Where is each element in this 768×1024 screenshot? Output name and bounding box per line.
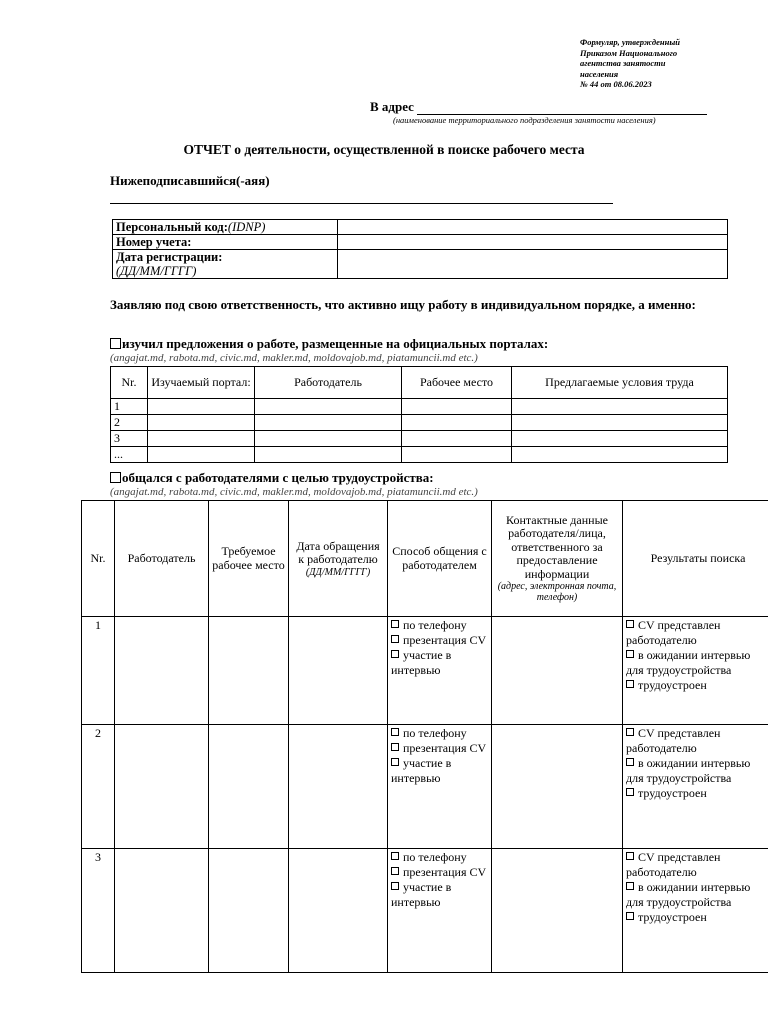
table-row — [111, 399, 728, 415]
cell[interactable] — [148, 447, 255, 463]
address-field[interactable] — [417, 102, 707, 115]
table-row — [82, 617, 768, 725]
option-phone[interactable]: по телефону — [391, 618, 488, 633]
cell[interactable] — [209, 849, 289, 973]
col-contacts: Контактные данные работодателя/лица, ответственного за предоставление информации (адрес, электронная почта, телефон) — [492, 501, 623, 617]
method-options — [388, 725, 492, 849]
registration-date-label: Дата регистрации: (ДД/ММ/ГГГГ) — [113, 250, 338, 279]
row-number: 2 — [82, 725, 115, 849]
section1-portals: (angajat.md, rabota.md, civic.md, makler.md, moldovajob.md, piatamuncii.md etc.) — [110, 352, 478, 364]
option-awaiting-interview[interactable]: в ожидании интервью для трудоустройства — [626, 880, 751, 909]
table-row — [82, 849, 768, 973]
checkbox[interactable] — [626, 912, 634, 920]
col-employer: Работодатель — [255, 367, 402, 399]
option-awaiting-interview[interactable]: в ожидании интервью для трудоустройства — [626, 648, 751, 677]
checkbox[interactable] — [391, 728, 399, 736]
signer-label: Нижеподписавшийся(-аяя) — [110, 173, 270, 188]
col-date: Дата обращения к работодателю (ДД/ММ/ГГГГ) — [289, 501, 388, 617]
address-label: В адрес — [370, 99, 414, 114]
cell[interactable] — [289, 725, 388, 849]
option-phone[interactable]: по телефону — [391, 850, 488, 865]
cell[interactable] — [209, 725, 289, 849]
result-options — [623, 725, 768, 849]
approval-line: агентства занятости — [580, 58, 666, 68]
row-number: 1 — [111, 399, 148, 415]
option-interview[interactable]: участие в интервью — [391, 756, 452, 785]
row-number: 1 — [82, 617, 115, 725]
option-cv[interactable]: презентация CV — [391, 633, 488, 648]
table-row — [82, 725, 768, 849]
address-note: (наименование территориального подразделения занятости населения) — [393, 115, 656, 125]
cell[interactable] — [148, 399, 255, 415]
option-cv-submitted[interactable]: CV представлен работодателю — [626, 850, 721, 879]
cell[interactable] — [512, 415, 728, 431]
row-number: ... — [111, 447, 148, 463]
checkbox[interactable] — [626, 882, 634, 890]
cell[interactable] — [492, 849, 623, 973]
cell[interactable] — [115, 849, 209, 973]
result-options — [623, 617, 768, 725]
registration-date-field[interactable] — [338, 250, 728, 279]
personal-code-label: Персональный код:(IDNP) — [113, 220, 338, 235]
cell[interactable] — [289, 617, 388, 725]
cell[interactable] — [148, 431, 255, 447]
personal-info-table — [112, 219, 728, 279]
cell[interactable] — [402, 399, 512, 415]
option-interview[interactable]: участие в интервью — [391, 648, 452, 677]
cell[interactable] — [255, 415, 402, 431]
checkbox[interactable] — [391, 620, 399, 628]
option-cv[interactable]: презентация CV — [391, 865, 488, 880]
col-portal: Изучаемый портал: — [148, 367, 255, 399]
option-cv-submitted[interactable]: CV представлен работодателю — [626, 726, 721, 755]
cell[interactable] — [512, 431, 728, 447]
cell[interactable] — [402, 431, 512, 447]
table-row — [111, 447, 728, 463]
col-position: Рабочее место — [402, 367, 512, 399]
section2-checkbox[interactable] — [110, 472, 121, 483]
row-number: 3 — [111, 431, 148, 447]
approval-line: населения — [580, 68, 619, 79]
cell[interactable] — [402, 415, 512, 431]
employers-table — [81, 500, 768, 973]
checkbox[interactable] — [626, 620, 634, 628]
checkbox[interactable] — [626, 788, 634, 796]
checkbox[interactable] — [626, 728, 634, 736]
col-method: Способ общения с работодателем — [388, 501, 492, 617]
cell[interactable] — [512, 399, 728, 415]
option-interview[interactable]: участие в интервью — [391, 880, 452, 909]
option-employed[interactable]: трудоустроен — [626, 678, 768, 693]
cell[interactable] — [148, 415, 255, 431]
address-block — [370, 99, 707, 115]
checkbox[interactable] — [391, 758, 399, 766]
cell[interactable] — [492, 725, 623, 849]
method-options — [388, 849, 492, 973]
table-row — [111, 431, 728, 447]
approval-note — [580, 37, 730, 90]
checkbox[interactable] — [626, 758, 634, 766]
section1-heading: изучил предложения о работе, размещенные на официальных порталах: — [110, 336, 548, 352]
signer-name-field[interactable] — [110, 203, 613, 204]
cell[interactable] — [512, 447, 728, 463]
cell[interactable] — [209, 617, 289, 725]
account-number-field[interactable] — [338, 235, 728, 250]
row-number: 3 — [82, 849, 115, 973]
cell[interactable] — [255, 399, 402, 415]
account-number-label: Номер учета: — [113, 235, 338, 250]
section2-heading: общался с работодателями с целью трудоустройства: — [110, 470, 434, 486]
checkbox[interactable] — [391, 743, 399, 751]
option-phone[interactable]: по телефону — [391, 726, 488, 741]
report-title: ОТЧЕТ о деятельности, осуществленной в поиске рабочего места — [183, 142, 585, 157]
checkbox[interactable] — [391, 882, 399, 890]
checkbox[interactable] — [391, 635, 399, 643]
approval-line: Формуляр, утвержденный — [580, 37, 680, 47]
cell[interactable] — [492, 617, 623, 725]
col-nr: Nr. — [111, 367, 148, 399]
checkbox[interactable] — [391, 650, 399, 658]
option-awaiting-interview[interactable]: в ожидании интервью для трудоустройства — [626, 756, 751, 785]
approval-line: № 44 от 08.06.2023 — [580, 79, 652, 89]
method-options — [388, 617, 492, 725]
option-cv[interactable]: презентация CV — [391, 741, 488, 756]
declaration-text: Заявляю под свою ответственность, что активно ищу работу в индивидуальном порядке, а именно: — [110, 297, 696, 312]
portals-table — [110, 366, 728, 463]
section2-portals: (angajat.md, rabota.md, civic.md, makler.md, moldovajob.md, piatamuncii.md etc.) — [110, 486, 478, 498]
cell[interactable] — [115, 617, 209, 725]
personal-code-field[interactable] — [338, 220, 728, 235]
result-options — [623, 849, 768, 973]
checkbox[interactable] — [626, 852, 634, 860]
col-nr: Nr. — [82, 501, 115, 617]
table-row — [111, 415, 728, 431]
option-employed[interactable]: трудоустроен — [626, 786, 768, 801]
cell[interactable] — [289, 849, 388, 973]
col-conditions: Предлагаемые условия труда — [512, 367, 728, 399]
section1-checkbox[interactable] — [110, 338, 121, 349]
col-employer: Работодатель — [115, 501, 209, 617]
col-results: Результаты поиска — [623, 501, 768, 617]
checkbox[interactable] — [626, 680, 634, 688]
cell[interactable] — [255, 431, 402, 447]
checkbox[interactable] — [391, 867, 399, 875]
cell[interactable] — [255, 447, 402, 463]
col-position: Требуемое рабочее место — [209, 501, 289, 617]
cell[interactable] — [402, 447, 512, 463]
checkbox[interactable] — [626, 650, 634, 658]
cell[interactable] — [115, 725, 209, 849]
approval-line: Приказом Национального — [580, 47, 678, 58]
option-employed[interactable]: трудоустроен — [626, 910, 768, 925]
checkbox[interactable] — [391, 852, 399, 860]
row-number: 2 — [111, 415, 148, 431]
option-cv-submitted[interactable]: CV представлен работодателю — [626, 618, 721, 647]
